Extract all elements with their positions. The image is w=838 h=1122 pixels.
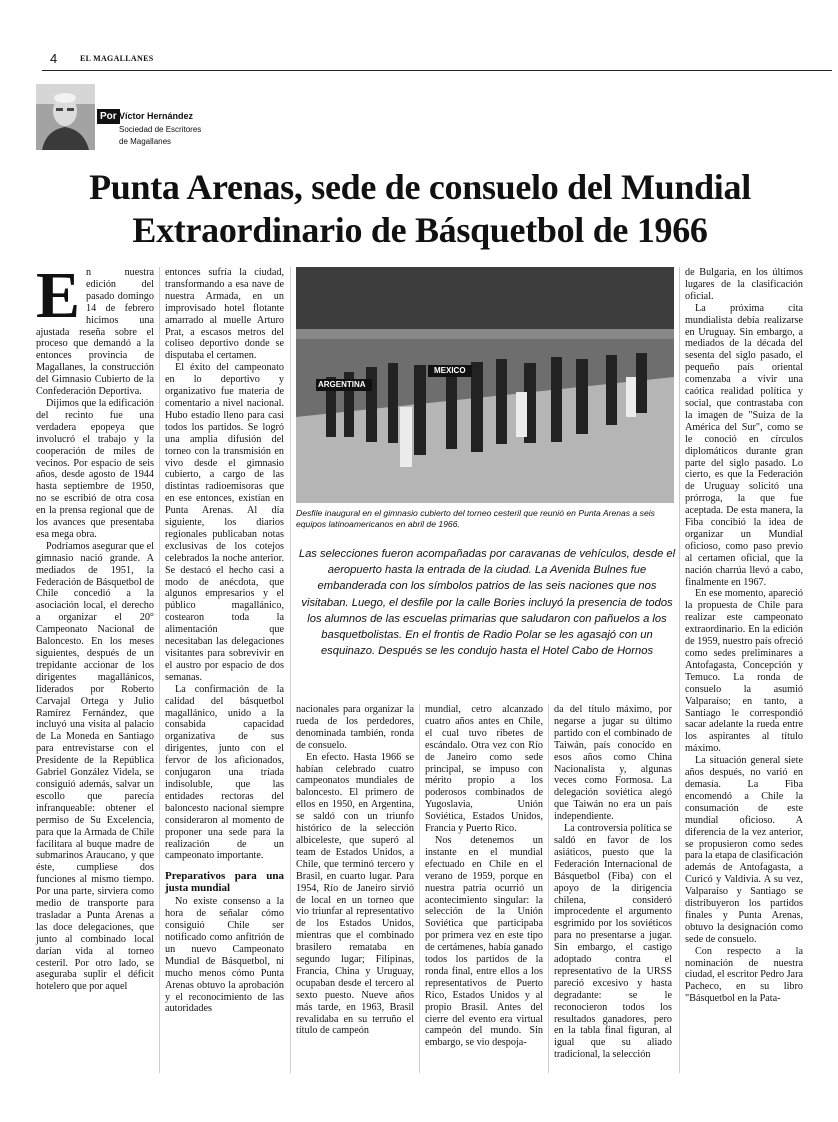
column-rule [548, 704, 549, 1073]
article-column-1 [36, 259, 154, 993]
paragraph: En ese momento, apareció la propuesta de Chile para realizar este campeonato extraordinario. En la edición de 1959, nuestro país ofreció como sedes preliminares a Antofagasta, Concepción y Temuco. La ronda de consuelo la asumió Valparaíso; en tanto, a Santiago le correspondió sacar adelante la rueda entre los aspirantes al título máximo. [685, 588, 803, 755]
paragraph: En efecto. Hasta 1966 se habían celebrado cuatro campeonatos mundiales de baloncesto. El primero de ellos en 1950, en Argentina, se saldó con un triunfo histórico de la selección albiceleste, que superó al team de Estados Unidos, a Chile, que terminó tercero y Brasil, en cuarto lugar. Para 1954, Río de Janeiro sirvió de local en un torneo que vio triunfar al representativo de los Estados Unidos, mientras que el combinado brasilero remataba en segundo lugar; Filipinas, Francia, China y Uruguay, ocupaban desde el tercero al sexto puesto. Nueve años más tarde, en 1963, Brasil revalidaba en su terruño el título de campeón [296, 751, 414, 1037]
article-column-6 [685, 267, 803, 1005]
section-subhead: Preparativos para una justa mundial [165, 870, 284, 895]
drop-cap: E [36, 259, 81, 332]
paragraph: da del título máximo, por negarse a jugar su último partido con el combinado de Taiwán, país conocido en esos años como China Nacionalista y, algunas veces como Formosa. La delegación soviética alegó que Taiwán no era un país independiente. [554, 704, 672, 823]
paragraph: Dijimos que la edificación del recinto fue una verdadera epopeya que involucró el trabajo y la cooperación de miles de vecinos. Por espacio de seis años, desde agosto de 1944 hasta septiembre de 1950, no se escribió de otra cosa en la prensa regional que de los avances que presentaba esa mega obra. [36, 397, 154, 540]
paragraph: La controversia política se saldó en favor de los asiáticos, puesto que la Federación Internacional de Básquetbol (Fiba) con el apoyo de la dirigencia chilena, consideró improcedente el argumento esgrimido por los soviéticos para no presentarse a jugar. Sin embargo, el castigo adoptado contra el representativo de la URSS pareció excesivo y hasta degradante: se le reconocieron todos los resultados ganadores, pero en la tabla final figuran, al igual que su aliado tradicional, la selección [554, 823, 672, 1061]
paragraph: Nos detenemos un instante en el mundial efectuado en Chile en el verano de 1959, porque en nuestra patria ocurrió un acontecimiento singular: la selección de la Unión Soviética que participaba por primera vez en este tipo de certámenes, había ganado todos los partidos de la ronda final, entre ellos a los representativos de Puerto Rico, Estados Unidos y al propio Brasil. Antes del cierre del evento era virtual campeón del mundo. Sin embargo, se vio despoja- [425, 834, 543, 1049]
paragraph: entonces sufría la ciudad, transformando a esa nave de nuestra Armada, en un improvisado hotel flotante amarrado al muelle Arturo Prat, a escasos metros del coliseo deportivo donde se disputaba el certamen. [165, 267, 284, 362]
paragraph: Podríamos asegurar que el gimnasio nació grande. A mediados de 1951, la Federación de Básquetbol de Chile concedió a la asociación local, el derecho a organizar el 20° Campeonato Nacional de Baloncesto. En los meses siguientes, después de un trepidante accionar de los dirigentes magallánicos, liderados por Roberto Carvajal Ortega y Julio Ramírez Fernández, que incluyó una visita al palacio de La Moneda en Santiago para entrevistarse con el Presidente de la República Gabriel González Videla, se consiguió además, salvar un escollo que parecía infranqueable: obtener el permiso de Su Excelencia, para que la Armada de Chile facilitara al buque madre de submarinos Araucano, y que éste, cumpliese dos funciones al mismo tiempo. Por una parte, sirviera como medio de transporte para trasladar a Punta Arenas a las doce delegaciones, que junto al combinado local darían vida al torneo cesteril. Por otro lado, se aseguraba suplir el déficit hotelero que por aquel [36, 540, 154, 993]
headline: Punta Arenas, sede de consuelo del Mundial Extraordinario de Básquetbol de 1966 [89, 167, 751, 250]
paragraph: La situación general siete años después, no varió en demasía. La Fiba encomendó a Chile la consumación de este mundial oficioso. A diferencia de la vez anterior, se propusieron como sedes para la etapa de clasificación además de Antofagasta, a Curicó y Valdivia. A su vez, Valparaíso y Santiago se distribuyeron los partidos finales y Punta Arenas, obtuvo la designación como sede de consuelo. [685, 755, 803, 945]
masthead: EL MAGALLANES [80, 54, 154, 63]
paragraph: El éxito del campeonato en lo deportivo y organizativo fue materia de comentario a nivel nacional. Hubo estadio lleno para casi todos los partidos. Se logró una amplia difusión del torneo con la transmisión en vivo desde el gimnasio cubierto, a cargo de las distintas radioemisoras que en ese entonces, existían en Punta Arenas. Al día siguiente, los diarios regionales publicaban notas exclusivas de los cotejos celebrados la noche anterior. Se destacó el hecho casi a modo de anécdota, que algunos empresarios y el público magallánico, costearon toda la alimentación que necesitaban las delegaciones visitantes para sobrevivir en el austro por espacio de dos semanas. [165, 362, 284, 683]
page-number: 4 [50, 51, 58, 66]
column-rule [679, 267, 680, 1073]
paragraph: No existe consenso a la hora de señalar cómo consiguió Chile ser notificado como anfitrión de un nuevo Campeonato Mundial de Básquetbol, ni mucho menos cómo Punta Arenas obtuvo la aprobación y el reconocimiento de las autoridades [165, 896, 284, 1015]
author-organization: Sociedad de Escritores de Magallanes [119, 125, 202, 146]
column-rule [290, 267, 291, 1073]
paragraph: La confirmación de la calidad del básquetbol magallánico, unido a la consabida capacidad organizativa de sus dirigentes, junto con el fervor de los aficionados, conjugaron una tríada indisoluble, que las entidades rectoras del baloncesto nacional siempre consideraron al momento de proponer una sede para la realización de un campeonato importante. [165, 683, 284, 862]
pull-quote: Las selecciones fueron acompañadas por caravanas de vehículos, desde el aeropuerto hasta la entrada de la ciudad. La Avenida Bulnes fue embanderada con los símbolos patrios de las seis naciones que nos visitaban. Luego, el desfile por la calle Bories incluyó la presencia de todos los alumnos de las escuelas primarias que saludaron con pañuelos a los basquetbolistas. En el frontis de Radio Polar se les agasajó con un esquinazo. Después se les condujo hasta el Hotel Cabo de Hornos [298, 548, 676, 658]
author-photo [36, 84, 95, 150]
author-prefix-badge: Por [97, 109, 120, 124]
article-column-5 [554, 704, 672, 1061]
paragraph: mundial, cetro alcanzado cuatro años antes en Chile, el cual tuvo ribetes de escándalo. Otra vez con Río de Janeiro como sede principal, se impuso con mérito propio a los poderosos combinados de Yugoslavia, Unión Soviética, Estados Unidos, Francia y Puerto Rico. [425, 704, 543, 835]
column-rule [159, 267, 160, 1073]
paragraph: La próxima cita mundialista debía realizarse en Uruguay. Sin embargo, a mediados de la década del sesenta del siglo pasado, el pequeño país oriental comenzaba a vivir una caótica realidad política y social, que contrastaba con la imagen de "Suiza de la América del Sur", como se le conoció en círculos diplomáticos durante gran parte del siglo pasado. Lo cierto, es que la Federación de Uruguay solicitó una prórroga, la que fue aceptada. De esta manera, la Fiba concibió la idea de organizar un Mundial oficioso, como paso previo al certamen oficial, que la nación charrúa llevó a cabo, finalmente en 1967. [685, 302, 803, 588]
photo-caption: Desfile inaugural en el gimnasio cubierto del torneo cesteril que reunió en Punta Arenas a seis equipos latinoamericanos en abril de 1966. [296, 508, 655, 529]
column-rule [419, 704, 420, 1073]
paragraph: Con respecto a la nominación de nuestra ciudad, el escritor Pedro Jara Pacheco, en su libro "Básquetbol en la Pata- [685, 945, 803, 1005]
sign-mexico: MEXICO [434, 366, 466, 375]
paragraph: nacionales para organizar la rueda de los perdedores, denominada también, ronda de consuelo. [296, 704, 414, 751]
page-header [42, 46, 832, 71]
article-column-3 [296, 704, 414, 1037]
paragraph: n nuestra edición del pasado domingo 14 de febrero hicimos una ajustada reseña sobre el proceso que demandó a la entonces provincia de Magallanes, la construcción del Gimnasio Cubierto de la Confederación Deportiva. [36, 267, 154, 398]
article-column-2 [165, 267, 284, 1015]
paragraph: de Bulgaria, en los últimos lugares de la clasificación oficial. [685, 267, 803, 302]
article-column-4 [425, 704, 543, 1049]
author-name: Víctor Hernández [119, 111, 194, 121]
sign-argentina: ARGENTINA [318, 380, 366, 389]
parade-photo [296, 267, 674, 503]
